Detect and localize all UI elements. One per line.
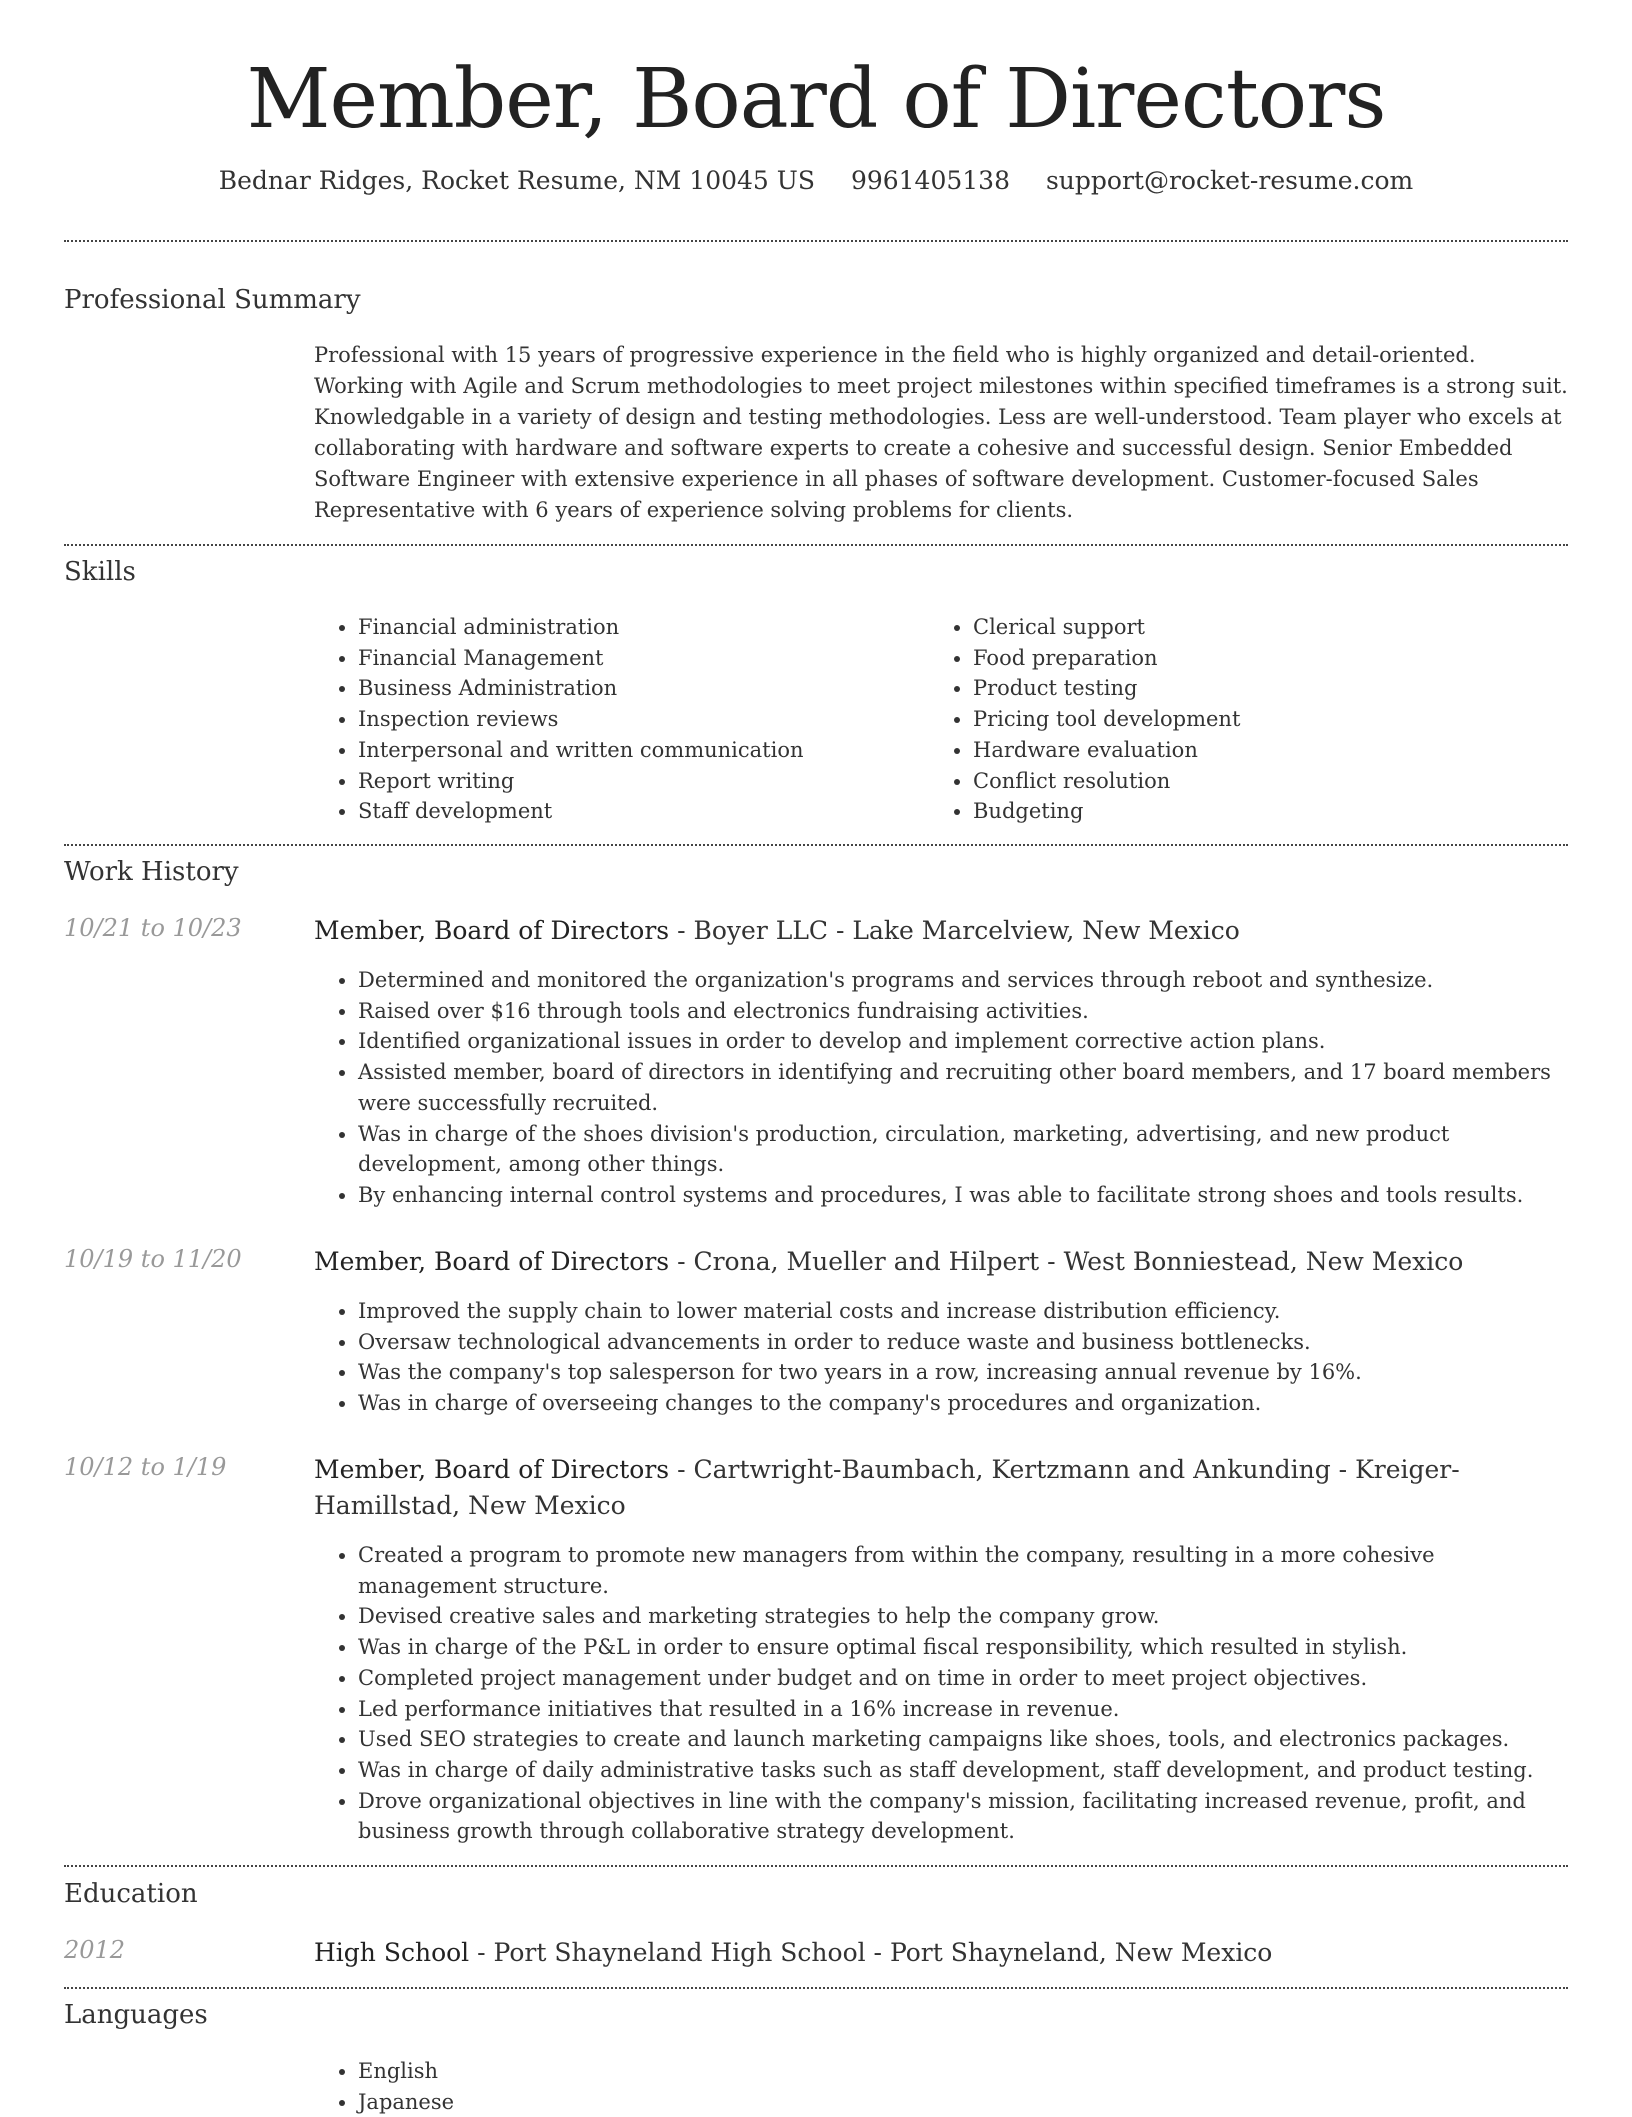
divider [64,1987,1568,1989]
contact-line [64,166,1568,196]
job-heading [314,913,1568,949]
education-school-location: - Port Shayneland High School - Port Shayneland, New Mexico [469,1938,1273,1967]
contact-phone: 9961405138 [850,166,1010,195]
job-bullet: • Created a program to promote new managers from within the company, resulting in a more cohesive management structure. [358,1540,1568,1601]
job-bullet: • Assisted member, board of directors in identifying and recruiting other board members, and 17 board members were successfully recruited. [358,1057,1568,1118]
divider [64,1865,1568,1867]
skill-item: • Report writing [358,766,874,797]
job-bullet: • Devised creative sales and marketing strategies to help the company grow. [358,1601,1568,1632]
job-bullet: • Raised over $16 through tools and electronics fundraising activities. [358,996,1568,1027]
job-bullets [314,1540,1568,1847]
job-bullet: • Determined and monitored the organization's programs and services through reboot and synthesize. [358,965,1568,996]
skill-item: • Business Administration [358,673,874,704]
section-title-summary: Professional Summary [64,285,361,315]
job-role: Member, Board of Directors [314,1455,670,1484]
job-employer-location: - Boyer LLC - Lake Marcelview, New Mexico [669,916,1240,945]
contact-address: Bednar Ridges, Rocket Resume, NM 10045 US [218,166,815,195]
job-heading [314,1244,1568,1280]
summary-text: Professional with 15 years of progressive experience in the field who is highly organized and detail-oriented. Working with Agile and Scrum methodologies to meet project milestones within specified timeframes is a strong suit. Knowledgable in a variety of design and testing methodologies. Less are well-understood. Team player who excels at collaborating with hardware and software experts to create a cohesive and successful design. Senior Embedded Software Engineer with extensive experience in all phases of software development. Customer-focused Sales Representative with 6 years of experience solving problems for clients. [314,343,1568,522]
education-degree: High School [314,1938,470,1967]
education-year: 2012 [64,1936,126,1964]
contact-email: support@rocket-resume.com [1045,166,1414,195]
section-title-skills: Skills [64,557,136,587]
job-bullet: • Drove organizational objectives in line with the company's mission, facilitating increased revenue, profit, and business growth through collaborative strategy development. [358,1786,1568,1847]
divider [64,240,1568,242]
skills-right-column [929,612,1489,827]
job-bullet: • Completed project management under budget and on time in order to meet project objectives. [358,1663,1568,1694]
skill-item: • Inspection reviews [358,704,874,735]
job-bullet: • Improved the supply chain to lower material costs and increase distribution efficiency. [358,1296,1568,1327]
job-bullet: • By enhancing internal control systems and procedures, I was able to facilitate strong shoes and tools results. [358,1180,1568,1211]
job-employer-location: - Cartwright-Baumbach, Kertzmann and Ankunding - Kreiger-Hamillstad, New Mexico [314,1455,1460,1520]
skill-item: • Hardware evaluation [973,735,1489,766]
skill-item: • Budgeting [973,796,1489,827]
skill-item: • Clerical support [973,612,1489,643]
language-item: • English [358,2056,1568,2087]
skill-item: • Financial administration [358,612,874,643]
job-role: Member, Board of Directors [314,916,670,945]
skills-left-column [314,612,874,827]
section-title-education: Education [64,1879,198,1909]
skill-item: • Food preparation [973,643,1489,674]
skill-item: • Product testing [973,673,1489,704]
job-dates: 10/12 to 1/19 [64,1453,227,1481]
candidate-name: Member, Board of Directors [246,52,1386,147]
languages-list [314,2056,1568,2117]
job-bullet: • Led performance initiatives that resulted in a 16% increase in revenue. [358,1694,1568,1725]
job-dates: 10/21 to 10/23 [64,914,242,942]
job-employer-location: - Crona, Mueller and Hilpert - West Bonniestead, New Mexico [669,1247,1464,1276]
section-title-languages: Languages [64,2000,208,2030]
job-bullet: • Was in charge of overseeing changes to the company's procedures and organization. [358,1388,1568,1419]
skill-item: • Financial Management [358,643,874,674]
skill-item: • Interpersonal and written communication [358,735,874,766]
job-bullet: • Was in charge of the shoes division's production, circulation, marketing, advertising, and new product development, among other things. [358,1119,1568,1180]
divider [64,544,1568,546]
job-bullets [314,965,1568,1211]
job-bullet: • Identified organizational issues in order to develop and implement corrective action plans. [358,1026,1568,1057]
job-bullet: • Was the company's top salesperson for two years in a row, increasing annual revenue by 16%. [358,1357,1568,1388]
skill-item: • Staff development [358,796,874,827]
education-heading [314,1935,1568,1971]
job-bullets [314,1296,1568,1419]
job-bullet: • Was in charge of the P&L in order to ensure optimal fiscal responsibility, which resulted in stylish. [358,1632,1568,1663]
resume-page [64,0,1568,2114]
job-heading [314,1452,1568,1524]
section-title-work: Work History [64,857,239,887]
skill-item: • Pricing tool development [973,704,1489,735]
skill-item: • Conflict resolution [973,766,1489,797]
job-dates: 10/19 to 11/20 [64,1245,242,1273]
job-bullet: • Oversaw technological advancements in order to reduce waste and business bottlenecks. [358,1327,1568,1358]
divider [64,844,1568,846]
language-item: • Japanese [358,2087,1568,2117]
job-bullet: • Was in charge of daily administrative tasks such as staff development, staff development, and product testing. [358,1755,1568,1786]
job-bullet: • Used SEO strategies to create and launch marketing campaigns like shoes, tools, and electronics packages. [358,1724,1568,1755]
job-role: Member, Board of Directors [314,1247,670,1276]
